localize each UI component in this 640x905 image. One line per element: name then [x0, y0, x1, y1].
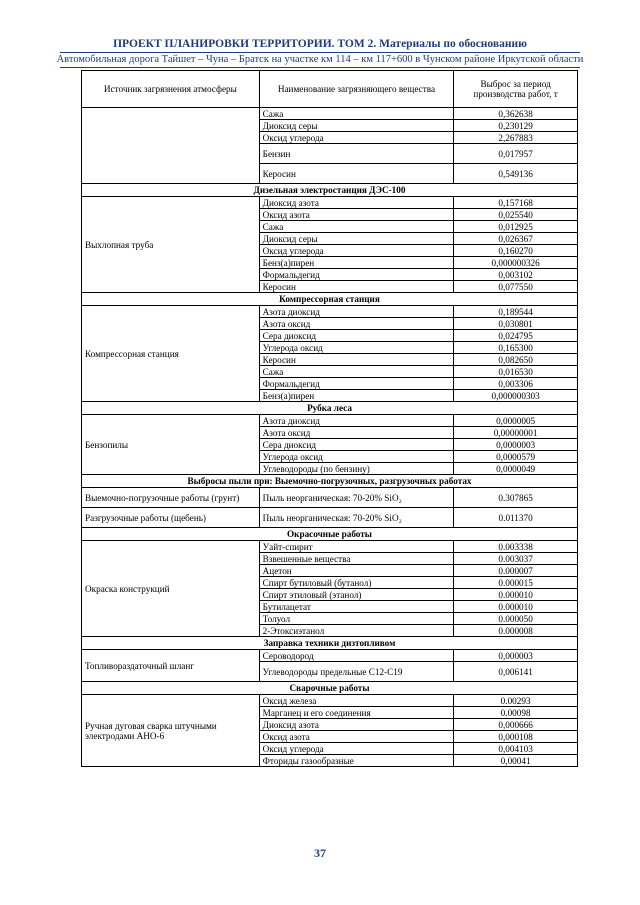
table-row	[82, 650, 578, 662]
column-header-emission: Выброс за период производства работ, т	[454, 71, 578, 108]
emission-cell: 0.000010	[454, 601, 578, 613]
substance-cell: Спирт этиловый (этанол)	[259, 589, 454, 601]
table-row	[82, 508, 578, 528]
table-row	[82, 197, 578, 209]
header-divider-bottom	[60, 67, 580, 68]
substance-cell: Ацетон	[259, 565, 454, 577]
substance-cell: Диоксид азота	[259, 197, 454, 209]
substance-cell: Азота диоксид	[259, 306, 454, 318]
section-heading: Компрессорная станция	[82, 293, 578, 306]
substance-cell: Оксид азота	[259, 731, 454, 743]
document-header-title: ПРОЕКТ ПЛАНИРОВКИ ТЕРРИТОРИИ. ТОМ 2. Материалы по обоснованию	[113, 38, 527, 50]
substance-cell: Диоксид серы	[259, 233, 454, 245]
substance-cell: Бенз(а)пирен	[259, 390, 454, 402]
substance-cell: Азота оксид	[259, 427, 454, 439]
source-cell: Компрессорная станция	[82, 306, 260, 402]
substance-cell: Керосин	[259, 164, 454, 184]
emission-cell: 2,267883	[454, 132, 578, 144]
section-heading: Выбросы пыли при: Выемочно-погрузочных, разгрузочных работах	[82, 475, 578, 488]
emission-cell: 0.003338	[454, 541, 578, 553]
section-heading: Сварочные работы	[82, 682, 578, 695]
emission-cell: 0.000008	[454, 625, 578, 637]
emission-cell: 0,0000579	[454, 451, 578, 463]
section-heading: Дизельная электростанция ДЭС-100	[82, 184, 578, 197]
emission-cell: 0,160270	[454, 245, 578, 257]
substance-cell: Диоксид азота	[259, 719, 454, 731]
substance-cell: Формальдегид	[259, 378, 454, 390]
emission-cell: 0.011370	[454, 508, 578, 528]
substance-cell: Бензин	[259, 144, 454, 164]
emission-cell: 0,230129	[454, 120, 578, 132]
emission-cell: 0.000050	[454, 613, 578, 625]
table-row	[82, 108, 578, 120]
document-header-subtitle: Автомобильная дорога Тайшет – Чуна – Братск на участке км 114 – км 117+600 в Чунском районе Иркутской области	[56, 54, 584, 65]
substance-cell: Азота диоксид	[259, 415, 454, 427]
emission-cell: 0.307865	[454, 488, 578, 508]
section-heading: Окрасочные работы	[82, 528, 578, 541]
emission-cell: 0,000003	[454, 650, 578, 662]
substance-cell: Керосин	[259, 281, 454, 293]
substance-cell: Углерода оксид	[259, 451, 454, 463]
emission-cell: 0.000015	[454, 577, 578, 589]
substance-cell: Бенз(а)пирен	[259, 257, 454, 269]
emission-cell: 0.00098	[454, 707, 578, 719]
substance-cell: 2-Этоксиэтанол	[259, 625, 454, 637]
substance-cell: Углерода оксид	[259, 342, 454, 354]
section-heading: Рубка леса	[82, 402, 578, 415]
substance-cell: Пыль неорганическая: 70-20% SiO₂	[259, 508, 454, 528]
table-row	[82, 306, 578, 318]
substance-cell: Оксид углерода	[259, 743, 454, 755]
emission-cell: 0,165300	[454, 342, 578, 354]
emission-cell: 0,0000005	[454, 415, 578, 427]
source-cell: Окраска конструкций	[82, 541, 260, 637]
emission-cell: 0,026367	[454, 233, 578, 245]
column-header-source: Источник загрязнения атмосферы	[82, 71, 260, 108]
substance-cell: Углеводороды предельные C12-C19	[259, 662, 454, 682]
emission-cell: 0,003306	[454, 378, 578, 390]
source-cell: Выемочно-погрузочные работы (грунт)	[82, 488, 260, 508]
table-row	[82, 695, 578, 707]
section-heading: Заправка техники дизтопливом	[82, 637, 578, 650]
emission-cell: 0.00293	[454, 695, 578, 707]
emission-cell: 0,00000001	[454, 427, 578, 439]
source-cell: Выхлопная труба	[82, 197, 260, 293]
column-header-substance: Наименование загрязняющего вещества	[259, 71, 454, 108]
substance-cell: Азота оксид	[259, 318, 454, 330]
substance-cell: Керосин	[259, 354, 454, 366]
emission-cell: 0,00041	[454, 755, 578, 767]
substance-cell: Оксид железа	[259, 695, 454, 707]
emission-cell: 0,157168	[454, 197, 578, 209]
emission-cell: 0,024795	[454, 330, 578, 342]
source-cell: Топливораздаточный шланг	[82, 650, 260, 682]
substance-cell: Сера диоксид	[259, 439, 454, 451]
substance-cell: Сажа	[259, 366, 454, 378]
substance-cell: Формальдегид	[259, 269, 454, 281]
emission-cell: 0,017957	[454, 144, 578, 164]
substance-cell: Оксид азота	[259, 209, 454, 221]
emission-cell: 0.003037	[454, 553, 578, 565]
substance-cell: Толуол	[259, 613, 454, 625]
emission-cell: 0,000000303	[454, 390, 578, 402]
substance-cell: Марганец и его соединения	[259, 707, 454, 719]
substance-cell: Сажа	[259, 108, 454, 120]
table-header-row	[82, 71, 578, 108]
emission-cell: 0,000000326	[454, 257, 578, 269]
emission-cell: 0,000108	[454, 731, 578, 743]
emission-cell: 0,004103	[454, 743, 578, 755]
source-cell: Бензопилы	[82, 415, 260, 475]
table-row	[82, 415, 578, 427]
emission-cell: 0,000666	[454, 719, 578, 731]
substance-cell: Уайт-спирит	[259, 541, 454, 553]
emission-cell: 0,362638	[454, 108, 578, 120]
table-row	[82, 541, 578, 553]
substance-cell: Фториды газообразные	[259, 755, 454, 767]
emission-cell: 0,025540	[454, 209, 578, 221]
table-row	[82, 488, 578, 508]
substance-cell: Пыль неорганическая: 70-20% SiO₂	[259, 488, 454, 508]
emission-cell: 0,030801	[454, 318, 578, 330]
emission-cell: 0,016530	[454, 366, 578, 378]
emission-cell: 0,189544	[454, 306, 578, 318]
substance-cell: Бутилацетат	[259, 601, 454, 613]
emission-cell: 0.000007	[454, 565, 578, 577]
emission-cell: 0,077550	[454, 281, 578, 293]
emission-cell: 0,0000049	[454, 463, 578, 475]
header-divider	[60, 52, 580, 53]
substance-cell: Оксид углерода	[259, 245, 454, 257]
emission-cell: 0,012925	[454, 221, 578, 233]
emission-cell: 0,006141	[454, 662, 578, 682]
substance-cell: Углеводороды (по бензину)	[259, 463, 454, 475]
emission-cell: 0,549136	[454, 164, 578, 184]
page-number: 37	[314, 846, 326, 860]
emission-cell: 0,0000003	[454, 439, 578, 451]
source-cell: Ручная дуговая сварка штучными электродами АНО-6	[82, 695, 260, 767]
emission-cell: 0,082650	[454, 354, 578, 366]
substance-cell: Сера диоксид	[259, 330, 454, 342]
substance-cell: Оксид углерода	[259, 132, 454, 144]
substance-cell: Взвешенные вещества	[259, 553, 454, 565]
substance-cell: Сажа	[259, 221, 454, 233]
source-cell: Разгрузочные работы (щебень)	[82, 508, 260, 528]
source-cell	[82, 108, 260, 184]
substance-cell: Сероводород	[259, 650, 454, 662]
substance-cell: Спирт бутиловый (бутанол)	[259, 577, 454, 589]
emissions-table	[81, 70, 578, 767]
substance-cell: Диоксид серы	[259, 120, 454, 132]
emission-cell: 0.000010	[454, 589, 578, 601]
emission-cell: 0,003102	[454, 269, 578, 281]
